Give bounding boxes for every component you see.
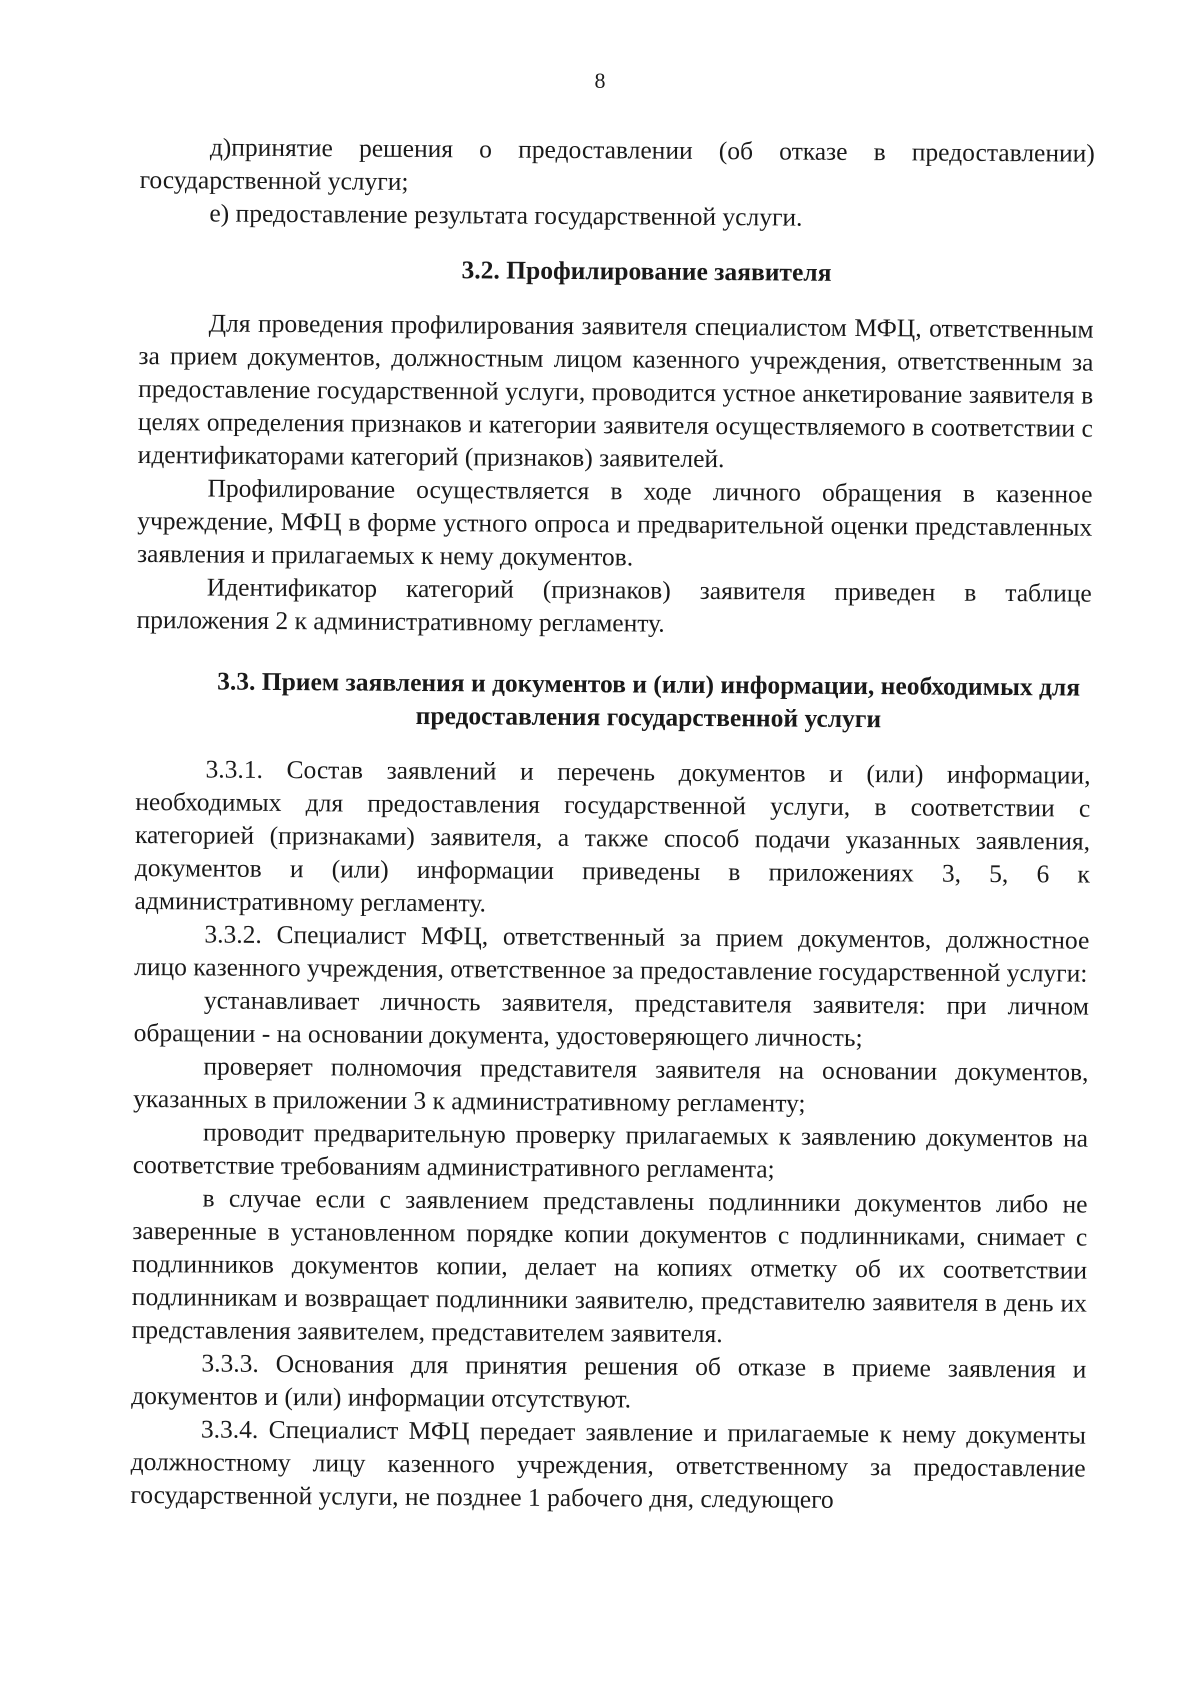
document-body (130, 130, 1095, 1518)
clause-3-3-2: 3.3.2. Специалист МФЦ, ответственный за прием документов, должностное лицо казенного учреждения, ответственное за предоставление государственной услуги: (134, 919, 1090, 988)
paragraph-e: е) предоставление результата государственной услуги. (209, 198, 803, 232)
paragraph-d: д)принятие решения о предоставлении (об отказе в предоставлении) государственной услуги; (139, 132, 1095, 196)
clause-3-3-1: 3.3.1. Состав заявлений и перечень документов и (или) информации, необходимых для предоставления государственной услуги, в соответствии с категорией (признаками) заявителя, а также способ подачи указанных заявления, документов и (или) информации приведены в приложениях 3, 5, 6 к административному регламенту. (134, 754, 1091, 918)
clause-3-3-3: 3.3.3. Основания для принятия решения об отказе в приеме заявления и документов и (или) информации отсутствуют. (131, 1348, 1087, 1414)
clause-3-3-2-item: в случае если с заявлением представлены подлинники документов либо не заверенные в установленном порядке копии документов с подлинниками, снимает с подлинников документов копии, делает на копиях отметку об их соответствии подлинникам и возвращает подлинники заявителю, представителю заявителя в день их представления заявителем, представителем заявителя. (131, 1183, 1088, 1349)
section-3-2-heading: 3.2. Профилирование заявителя (461, 255, 832, 287)
section-3-2-paragraph: Профилирование осуществляется в ходе личного обращения в казенное учреждение, МФЦ в форме устного опроса и предварительной оценки представленных заявления и прилагаемых к нему документов. (136, 473, 1093, 572)
clause-3-3-2-item: проводит предварительную проверку прилагаемых к заявлению документов на соответствие требованиям административного регламента; (132, 1117, 1089, 1184)
page-number: 8 (594, 68, 606, 93)
clause-3-3-2-item: проверяет полномочия представителя заявителя на основании документов, указанных в приложении 3 к административному регламенту; (133, 1051, 1089, 1118)
clause-3-3-4: 3.3.4. Специалист МФЦ передает заявление и прилагаемые к нему документы должностному лицу казенного учреждения, ответственному за предоставление государственной услуги, не позднее 1 рабочего дня, следующего (130, 1414, 1087, 1514)
section-3-2-paragraph: Для проведения профилирования заявителя специалистом МФЦ, ответственным за прием документов, должностным лицом казенного учреждения, ответственным за предоставление государственной услуги, проводится устное анкетирование заявителя в целях определения признаков и категории заявителя осуществляемого в соответствии с идентификаторами категорий (признаков) заявителей. (137, 308, 1094, 474)
section-3-3-heading: 3.3. Прием заявления и документов и (или) информации, необходимых для предоставления государственной услуги (217, 666, 1081, 734)
section-3-2-paragraph: Идентификатор категорий (признаков) заявителя приведен в таблице приложения 2 к административному регламенту. (136, 572, 1092, 638)
clause-3-3-2-item: устанавливает личность заявителя, представителя заявителя: при личном обращении - на основании документа, удостоверяющего личность; (133, 985, 1090, 1053)
